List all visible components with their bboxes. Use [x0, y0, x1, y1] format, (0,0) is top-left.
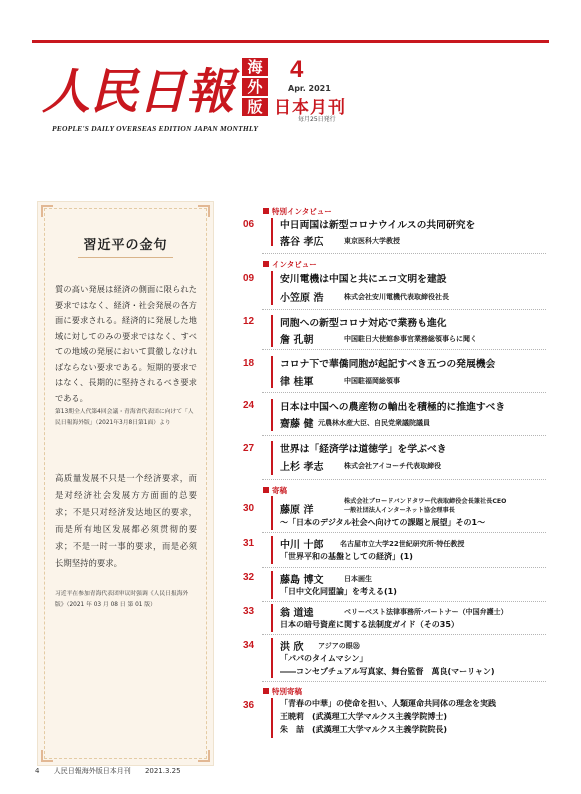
toc-page-number: 18: [243, 358, 255, 369]
toc-author: 洪 欣: [280, 642, 304, 653]
quote-japanese: 質の高い発展は経済の側面に限られた要求ではなく、経済・社会発展の各方面に要求される。経済的に発展した地域に対してのみの要求ではなく、すべての地域の発展において貫徹しなければならない要求である。短期的要求ではなく、長期的に堅持されるべき要求である。: [55, 284, 197, 403]
corner-ornament: [41, 750, 53, 762]
toc-separator: [262, 567, 546, 568]
toc-accent-bar: [271, 638, 273, 678]
toc-accent-bar: [271, 315, 273, 347]
issue-number: 4: [290, 56, 304, 83]
quote-panel: [37, 201, 214, 766]
toc-author: 齋藤 健: [280, 419, 314, 430]
toc-page-number: 32: [243, 572, 255, 583]
toc-separator: [262, 681, 546, 682]
top-rule: [32, 40, 549, 43]
toc-separator: [262, 532, 546, 533]
toc-author: 翁 道逵: [280, 608, 314, 619]
toc-title[interactable]: 世界は「経済学は道徳学」を学ぶべき: [280, 444, 447, 455]
toc-title[interactable]: 「パパのタイムマシン」: [280, 654, 368, 663]
japan-monthly-title: 日本月刊: [274, 98, 346, 118]
toc-author-desc: 日本画生: [344, 575, 372, 583]
toc-title[interactable]: 「世界平和の基盤としての経済」(1): [280, 552, 413, 561]
corner-ornament: [198, 750, 210, 762]
toc-page-number: 06: [243, 219, 255, 230]
toc-accent-bar: [271, 571, 273, 599]
page-footer: [35, 766, 193, 776]
toc-separator: [262, 392, 546, 393]
toc-separator: [262, 479, 546, 480]
edition-char: 版: [242, 98, 268, 116]
toc-accent-bar: [271, 218, 273, 246]
toc-separator: [262, 634, 546, 635]
svg-text:人民日報: 人民日報: [42, 64, 235, 120]
toc-separator: [262, 309, 546, 310]
toc-author-desc: 中国駐日大使館参事官業務総領事らに聞く: [344, 335, 477, 343]
toc-author: 上杉 孝志: [280, 462, 324, 473]
footer-publication: 人民日報海外版日本月刊: [53, 767, 131, 775]
toc-author: 落谷 孝広: [280, 237, 324, 248]
toc-accent-bar: [271, 698, 273, 738]
toc-page-number: 33: [243, 606, 255, 617]
toc-author-desc: 株式会社アイコーチ代表取締役: [344, 462, 442, 470]
toc-author-desc: 元農林水産大臣、自民党衆議院議員: [318, 419, 430, 427]
toc-separator: [262, 253, 546, 254]
quote-japanese-source: 第13期全人代第4回会議・青海省代表団に向けて「人民日報海外版」（2021年3月8日第1面）より: [55, 409, 194, 426]
toc-title[interactable]: 安川電機は中国と共にエコ文明を建設: [280, 274, 447, 285]
toc-author: 律 桂軍: [280, 377, 314, 388]
issue-date: Apr. 2021: [288, 84, 331, 93]
footer-page-number: 4: [35, 767, 40, 775]
toc-author-desc: 一般社団法人インターネット協会理事長: [344, 507, 455, 514]
quote-panel-title: 習近平の金句: [83, 238, 168, 253]
section-label-special-contribution: 特別寄稿: [263, 686, 302, 697]
toc-title[interactable]: 「日中文化同盟論」を考える(1): [280, 587, 397, 596]
toc-author-desc: アジアの眼㉘: [318, 642, 360, 650]
toc-author-desc: ベリーベスト法律事務所·パートナー（中国弁護士）: [344, 608, 508, 616]
title-divider: [78, 257, 173, 258]
toc-accent-bar: [271, 356, 273, 388]
toc-title[interactable]: 日本は中国への農産物の輸出を積極的に推進すべき: [280, 402, 506, 413]
toc-accent-bar: [271, 441, 273, 475]
toc-page-number: 12: [243, 316, 255, 327]
toc-author-desc: 名古屋市立大学22世紀研究所·特任教授: [340, 540, 465, 548]
toc-accent-bar: [271, 536, 273, 564]
issued-note: 毎月25日発行: [298, 116, 336, 123]
toc-author-desc: 株式会社ブロードバンドタワー代表取締役会長兼社長CEO: [344, 498, 507, 505]
toc-author: 小笠原 浩: [280, 293, 324, 304]
toc-page-number: 24: [243, 400, 255, 411]
toc-author: 藤原 洋: [280, 505, 314, 516]
toc-author: 中川 十郎: [280, 540, 324, 551]
toc-accent-bar: [271, 604, 273, 632]
toc-separator: [262, 601, 546, 602]
toc-accent-bar: [271, 399, 273, 431]
footer-date: 2021.3.25: [144, 767, 181, 775]
toc-separator: [262, 349, 546, 350]
corner-ornament: [198, 205, 210, 217]
toc-title[interactable]: 「青春の中華」の使命を担い、人類運命共同体の理念を実践: [280, 699, 496, 708]
quote-chinese-source: 习近平在参加青海代表团审议时强调《人民日报海外版》（2021 年 03 月 08 日 第 01 版）: [55, 591, 189, 608]
toc-title[interactable]: コロナ下で華僑同胞が起記すべき五つの発展機会: [280, 359, 496, 370]
toc-author-desc: 東京医科大学教授: [344, 237, 400, 245]
toc-page-number: 30: [243, 503, 255, 514]
toc-accent-bar: [271, 271, 273, 305]
toc-title[interactable]: ～「日本のデジタル社会へ向けての課題と展望」その1～: [280, 518, 486, 527]
toc-title[interactable]: 同胞への新型コロナ対応で業務も進化: [280, 318, 447, 329]
people-daily-logo: [42, 58, 242, 120]
toc-author-line: 朱 喆 (武漢理工大学マルクス主義学院院長): [280, 725, 448, 734]
toc-page-number: 34: [243, 640, 255, 651]
toc-title[interactable]: 中日両国は新型コロナウイルスの共同研究を: [280, 220, 476, 231]
toc-author: 藤島 博文: [280, 575, 324, 586]
toc-accent-bar: [271, 496, 273, 530]
section-label-interview: インタビュー: [263, 259, 317, 270]
toc-author-desc: 中国駐福岡総領事: [344, 377, 400, 385]
quote-chinese: 高质量发展不只是一个经济要求，而是对经济社会发展方方面面的总要求；不是只对经济发达地区的要求，而是所有地区发展都必须贯彻的要求；不是一时一事的要求，而是必须长期坚持的要求。: [55, 473, 197, 568]
overseas-edition-badge: [242, 58, 270, 118]
toc-separator: [262, 435, 546, 436]
edition-char: 海: [242, 58, 268, 76]
toc-author-desc: 株式会社安川電機代表取締役社長: [344, 293, 449, 301]
toc-page-number: 09: [243, 273, 255, 284]
toc-page-number: 31: [243, 538, 255, 549]
toc-title[interactable]: 日本の暗号資産に関する法制度ガイド（その35）: [280, 620, 459, 629]
corner-ornament: [41, 205, 53, 217]
toc-page-number: 27: [243, 443, 255, 454]
toc-page-number: 36: [243, 700, 255, 711]
edition-char: 外: [242, 78, 268, 96]
toc-title-line2: ――コンセプチュアル写真家、舞台監督 萬良(マーリャン): [280, 667, 495, 676]
section-label-contribution: 寄稿: [263, 485, 287, 496]
section-label-special-interview: 特別インタビュー: [263, 206, 332, 217]
toc-author-line: 王暁莉 (武漢理工大学マルクス主義学院博士): [280, 712, 448, 721]
english-subtitle: PEOPLE'S DAILY OVERSEAS EDITION JAPAN MONTHLY: [52, 124, 259, 133]
toc-author: 詹 孔朝: [280, 335, 314, 346]
